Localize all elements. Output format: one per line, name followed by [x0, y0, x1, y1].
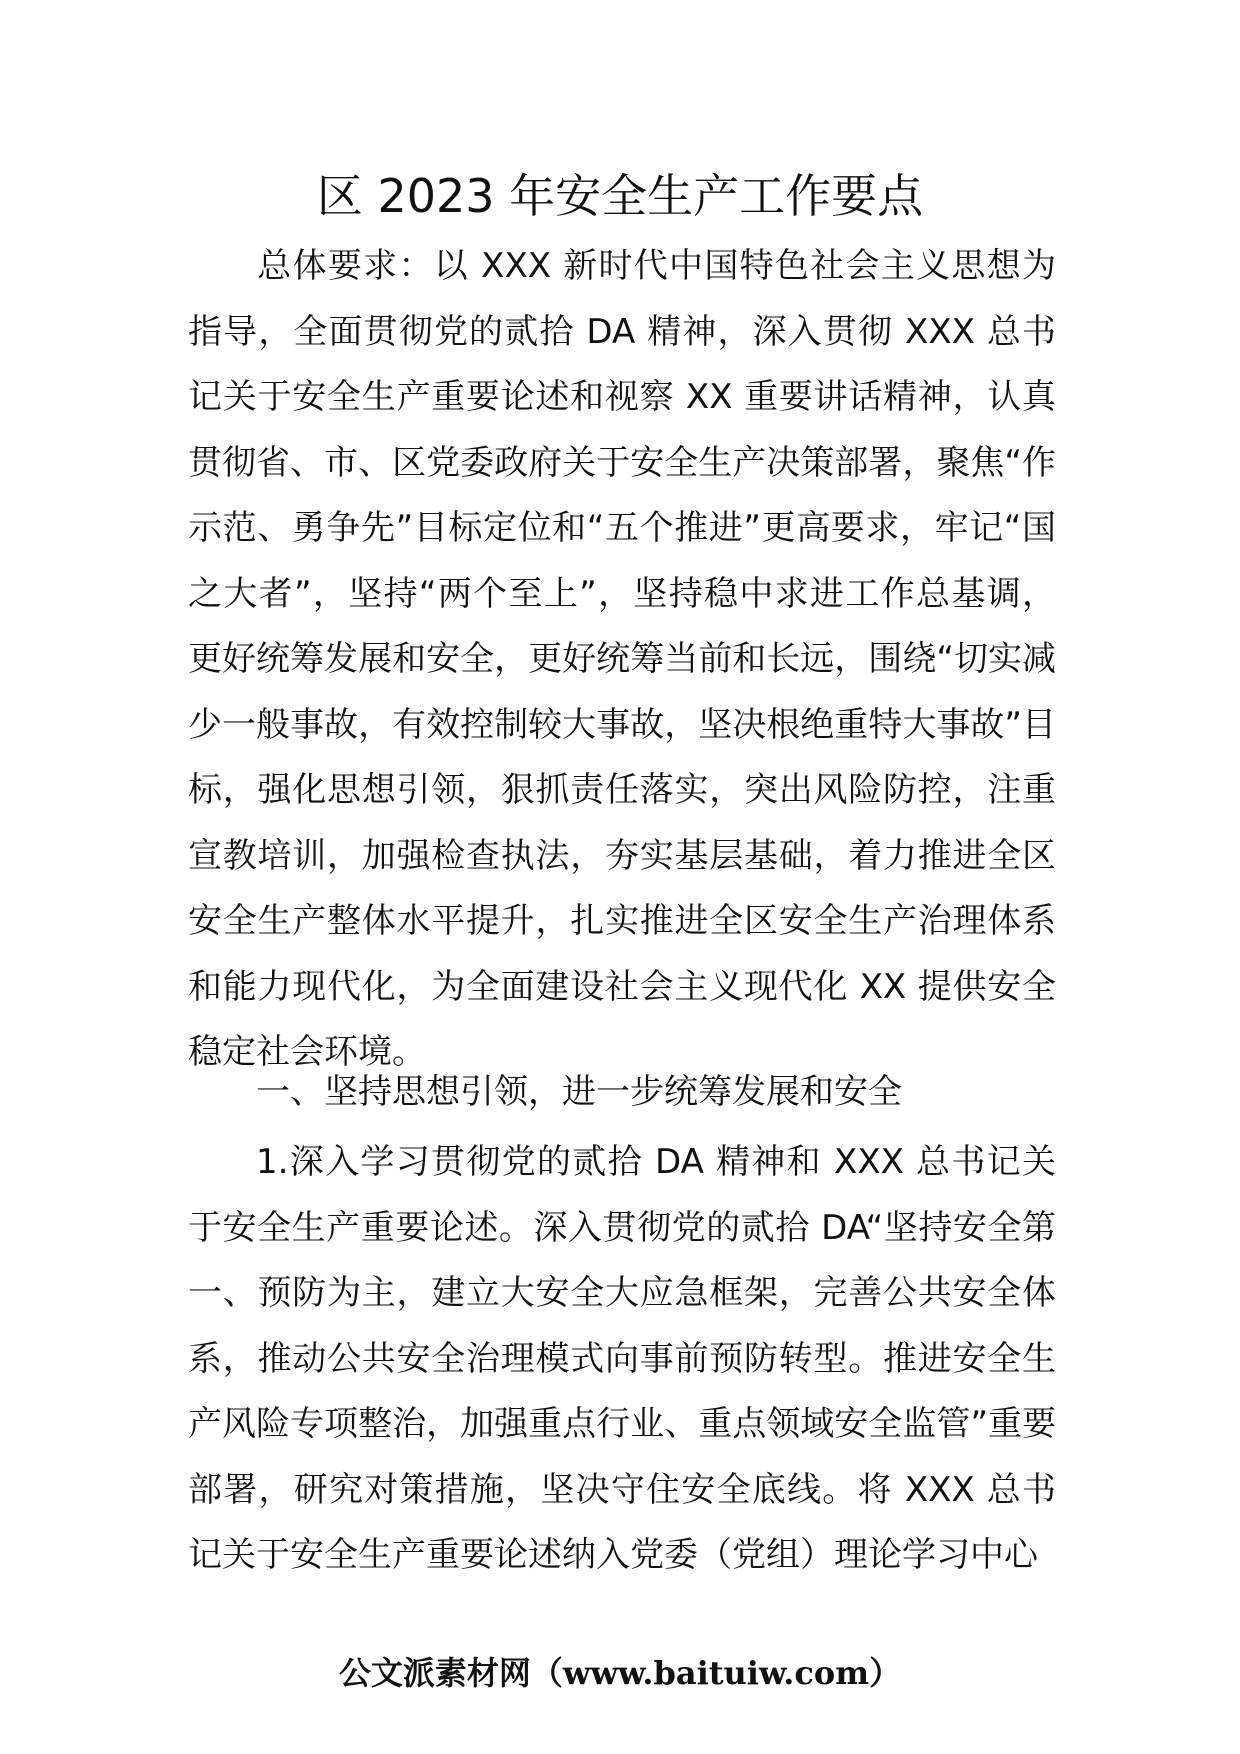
footer-watermark: 公文派素材网（www.baituiw.com） — [338, 1654, 902, 1692]
paragraph-text: 1.深入学习贯彻党的贰拾 DA 精神和 XXX 总书记关于安全生产重要论述。深入贯彻党的贰拾 DA“坚持安全第一、预防为主，建立大安全大应急框架，完善公共安全体系，推动公共安全治理模式向事前预防转型。推进安全生产风险专项整治，加强重点行业、重点领域安全监管”重要部署，研究对策措施，坚决守住安全底线。将 XXX 总书记关于安全生产重要论述纳入党委（党组）理论学习中心 — [188, 1142, 1056, 1575]
section-heading: 一、坚持思想引领，进一步统筹发展和安全 — [256, 1072, 902, 1112]
paragraph-general-requirements — [188, 234, 1056, 1086]
document-title: 区 2023 年安全生产工作要点 — [316, 169, 924, 223]
paragraph-item-1 — [188, 1130, 1056, 1589]
paragraph-text: 总体要求：以 XXX 新时代中国特色社会主义思想为指导，全面贯彻党的贰拾 DA 精神，深入贯彻 XXX 总书记关于安全生产重要论述和视察 XX 重要讲话精神，认真贯彻省、市、区党委政府关于安全生产决策部署，聚焦“作示范、勇争先”目标定位和“五个推进”更高要求，牢记“国之大者”，坚持“两个至上”，坚持稳中求进工作总基调，更好统筹发展和安全，更好统筹当前和长远，围绕“切实减少一般事故，有效控制较大事故，坚决根绝重特大事故”目标，强化思想引领，狠抓责任落实，突出风险防控，注重宣教培训，加强检查执法，夯实基层基础，着力推进全区安全生产整体水平提升，扎实推进全区安全生产治理体系和能力现代化，为全面建设社会主义现代化 XX 提供安全稳定社会环境。 — [188, 246, 1056, 1072]
